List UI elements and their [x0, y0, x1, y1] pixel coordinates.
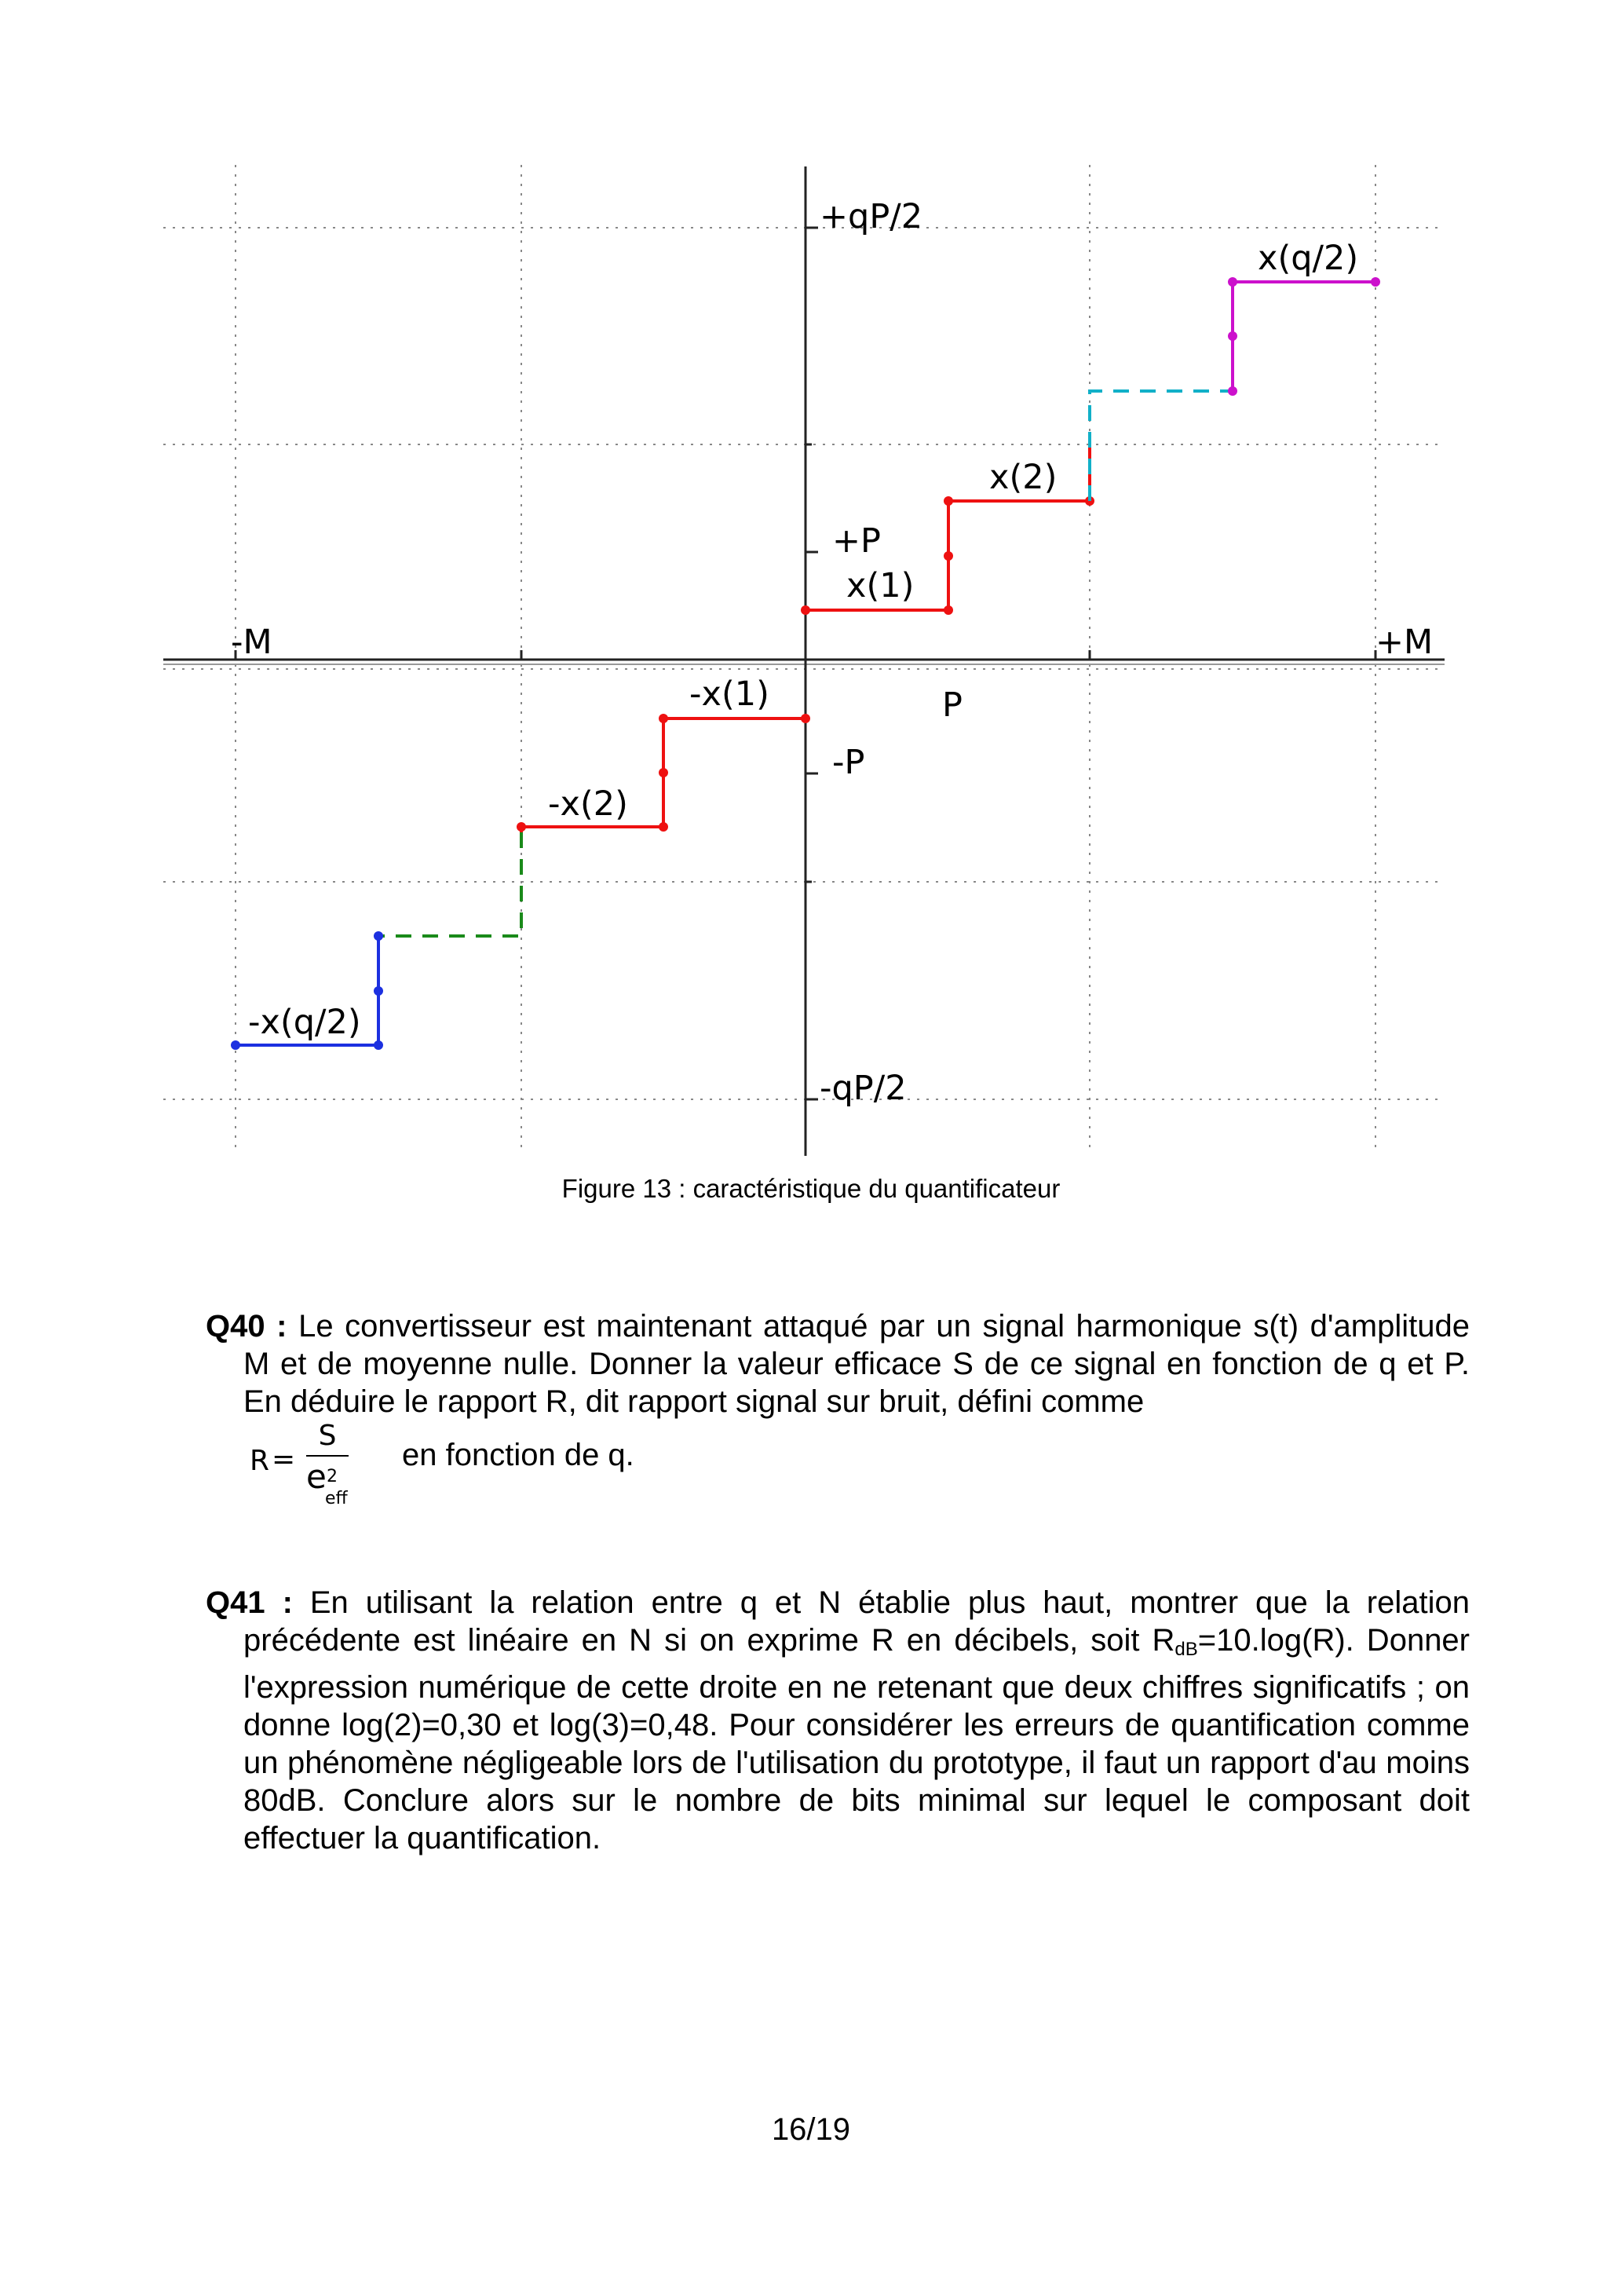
point — [944, 605, 953, 615]
question-41-text — [206, 1584, 1470, 1857]
label-xq2: x(q/2) — [1258, 239, 1359, 278]
question-41-body-a: En utilisant la relation entre q et N établie plus haut, montrer que la relation précédente est linéaire en N si on exprime R en décibels, soit R — [243, 1585, 1470, 1658]
question-41 — [206, 1584, 1470, 1857]
question-41-body-b: =10.log(R). Donner l'expression numérique de cette droite en ne retenant que deux chiffres significatifs ; on donne log(2)=0,30 et log(3)=0,48. Pour considérer les erreurs de quantification comme un phénomène négligeable lors de l'utilisation du prototype, il faut un rapport d'au moins 80dB. Conclure alors sur le nombre de bits minimal sur lequel le composant doit effectuer la quantification. — [243, 1623, 1470, 1855]
formula-line — [206, 1420, 1470, 1515]
point — [1228, 386, 1237, 396]
point — [659, 768, 668, 777]
point — [801, 714, 810, 723]
label-x1: x(1) — [846, 566, 915, 605]
point — [944, 551, 953, 561]
question-40-id: Q40 : — [206, 1309, 287, 1344]
formula-denominator-subscript: eff — [325, 1489, 348, 1508]
point — [1228, 331, 1237, 341]
question-40-text — [206, 1307, 1470, 1420]
point — [374, 986, 383, 996]
point — [1371, 277, 1380, 287]
green-dashed-steps — [378, 832, 521, 936]
label-minus-M: -M — [231, 623, 272, 662]
label-mx1: -x(1) — [689, 675, 769, 714]
point — [231, 1040, 240, 1050]
point — [374, 931, 383, 941]
formula-equals: = — [272, 1443, 296, 1475]
formula-trailing-text: en fonction de q. — [402, 1438, 634, 1472]
formula-denominator: e — [306, 1457, 327, 1496]
snr-formula — [250, 1420, 391, 1515]
label-minus-P: -P — [832, 743, 865, 782]
step-xq2 — [1233, 282, 1375, 391]
dashed-upper — [1090, 391, 1233, 501]
point — [659, 822, 668, 832]
figure-caption: Figure 13 : caractéristique du quantificateur — [561, 1174, 1061, 1203]
point — [659, 714, 668, 723]
question-41-id: Q41 : — [206, 1585, 293, 1620]
question-40 — [206, 1307, 1470, 1515]
formula-denominator-exponent: 2 — [327, 1467, 338, 1486]
label-mx2: -x(2) — [548, 784, 628, 824]
cyan-dashed-steps — [1090, 391, 1233, 501]
page-number: 16/19 — [771, 2112, 851, 2147]
fraction-bar — [306, 1455, 349, 1457]
point — [1228, 277, 1237, 287]
point — [517, 822, 526, 832]
label-P: P — [942, 686, 963, 725]
point — [944, 496, 953, 506]
point — [374, 1040, 383, 1050]
label-x2: x(2) — [989, 458, 1058, 497]
label-minus-qP2: -qP/2 — [820, 1069, 907, 1108]
question-41-subscript: dB — [1174, 1639, 1198, 1660]
label-plus-qP2: +qP/2 — [820, 197, 923, 236]
point — [801, 605, 810, 615]
magenta-step — [1228, 277, 1380, 396]
formula-lhs: R — [250, 1445, 270, 1477]
formula-numerator: S — [318, 1420, 337, 1452]
label-mxq2: -x(q/2) — [248, 1003, 361, 1042]
question-40-body: Le convertisseur est maintenant attaqué par un signal harmonique s(t) d'amplitude M et de moyenne nulle. Donner la valeur efficace S de ce signal en fonction de q et P. En déduire le rapport R, dit rapport signal sur bruit, défini comme — [243, 1309, 1470, 1419]
label-plus-P: +P — [832, 521, 881, 561]
dashed-lower — [378, 832, 521, 936]
label-plus-M: +M — [1375, 623, 1434, 662]
